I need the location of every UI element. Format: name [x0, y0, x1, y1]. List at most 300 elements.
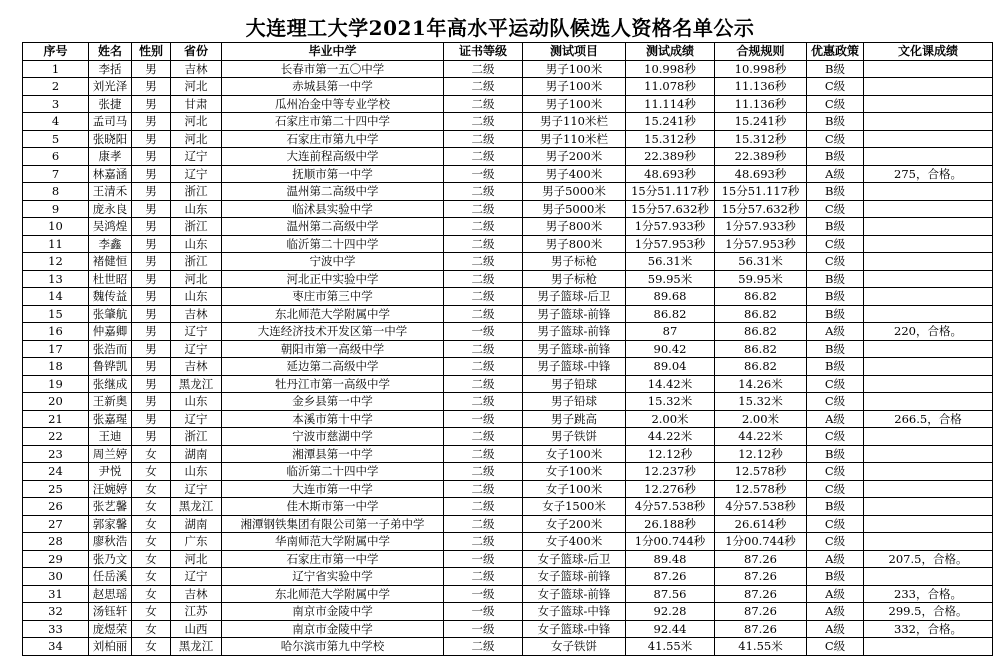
- cell-academic-score: [864, 200, 993, 218]
- cell-province: 山东: [171, 235, 222, 253]
- cell-school: 大连经济技术开发区第一中学: [222, 323, 444, 341]
- cell-certificate-level: 二级: [444, 515, 523, 533]
- cell-certificate-level: 二级: [444, 463, 523, 481]
- cell-school: 延边第二高级中学: [222, 358, 444, 376]
- cell-gender: 男: [132, 165, 171, 183]
- cell-index: 3: [23, 95, 89, 113]
- cell-index: 27: [23, 515, 89, 533]
- cell-province: 辽宁: [171, 148, 222, 166]
- cell-test-event: 男子标枪: [523, 270, 626, 288]
- cell-gender: 女: [132, 620, 171, 638]
- cell-index: 20: [23, 393, 89, 411]
- cell-name: 庞煜荣: [89, 620, 132, 638]
- cell-name: 汪婉婷: [89, 480, 132, 498]
- cell-school: 抚顺市第一中学: [222, 165, 444, 183]
- cell-gender: 女: [132, 568, 171, 586]
- cell-academic-score: [864, 568, 993, 586]
- cell-qualification-standard: 86.82: [715, 358, 807, 376]
- cell-index: 8: [23, 183, 89, 201]
- cell-name: 褚健恒: [89, 253, 132, 271]
- cell-qualification-standard: 59.95米: [715, 270, 807, 288]
- cell-test-result: 22.389秒: [626, 148, 715, 166]
- cell-preferential-policy: C级: [807, 253, 864, 271]
- cell-preferential-policy: C级: [807, 393, 864, 411]
- cell-gender: 女: [132, 498, 171, 516]
- cell-test-result: 87.26: [626, 568, 715, 586]
- cell-test-result: 87: [626, 323, 715, 341]
- cell-preferential-policy: A级: [807, 323, 864, 341]
- cell-name: 孟司马: [89, 113, 132, 131]
- cell-province: 辽宁: [171, 340, 222, 358]
- header-certificate-level: 证书等级: [444, 43, 523, 61]
- table-row: [23, 638, 993, 656]
- cell-province: 山东: [171, 200, 222, 218]
- cell-name: 张继成: [89, 375, 132, 393]
- cell-province: 山东: [171, 393, 222, 411]
- cell-academic-score: [864, 183, 993, 201]
- cell-test-event: 女子100米: [523, 445, 626, 463]
- cell-school: 临沭县实验中学: [222, 200, 444, 218]
- cell-preferential-policy: B级: [807, 445, 864, 463]
- cell-qualification-standard: 48.693秒: [715, 165, 807, 183]
- cell-preferential-policy: C级: [807, 200, 864, 218]
- cell-gender: 男: [132, 78, 171, 96]
- header-gender: 性别: [132, 43, 171, 61]
- cell-test-result: 2.00米: [626, 410, 715, 428]
- cell-gender: 男: [132, 60, 171, 78]
- cell-test-event: 男子800米: [523, 218, 626, 236]
- cell-certificate-level: 二级: [444, 305, 523, 323]
- cell-test-event: 女子400米: [523, 533, 626, 551]
- cell-test-result: 1分00.744秒: [626, 533, 715, 551]
- cell-index: 30: [23, 568, 89, 586]
- table-row: [23, 340, 993, 358]
- cell-school: 湘潭钢铁集团有限公司第一子弟中学: [222, 515, 444, 533]
- cell-school: 南京市金陵中学: [222, 620, 444, 638]
- cell-gender: 男: [132, 340, 171, 358]
- cell-certificate-level: 一级: [444, 550, 523, 568]
- cell-school: 金乡县第一中学: [222, 393, 444, 411]
- cell-academic-score: 299.5，合格。: [864, 603, 993, 621]
- cell-preferential-policy: B级: [807, 568, 864, 586]
- cell-school: 赤城县第一中学: [222, 78, 444, 96]
- cell-preferential-policy: C级: [807, 638, 864, 656]
- cell-academic-score: [864, 95, 993, 113]
- cell-test-event: 男子铁饼: [523, 428, 626, 446]
- table-row: [23, 200, 993, 218]
- cell-gender: 男: [132, 130, 171, 148]
- cell-index: 24: [23, 463, 89, 481]
- table-row: [23, 568, 993, 586]
- cell-test-result: 12.276秒: [626, 480, 715, 498]
- cell-preferential-policy: B级: [807, 270, 864, 288]
- header-test-result: 测试成绩: [626, 43, 715, 61]
- cell-test-result: 41.55米: [626, 638, 715, 656]
- cell-name: 张艺馨: [89, 498, 132, 516]
- cell-province: 吉林: [171, 585, 222, 603]
- cell-name: 鲁铧凯: [89, 358, 132, 376]
- cell-qualification-standard: 10.998秒: [715, 60, 807, 78]
- cell-test-event: 女子篮球-前锋: [523, 585, 626, 603]
- cell-school: 华南师范大学附属中学: [222, 533, 444, 551]
- table-row: [23, 410, 993, 428]
- cell-province: 黑龙江: [171, 638, 222, 656]
- cell-qualification-standard: 1分57.933秒: [715, 218, 807, 236]
- cell-test-event: 男子110米栏: [523, 113, 626, 131]
- cell-school: 湘潭县第一中学: [222, 445, 444, 463]
- cell-gender: 女: [132, 445, 171, 463]
- cell-name: 张肇航: [89, 305, 132, 323]
- cell-gender: 女: [132, 515, 171, 533]
- cell-test-result: 89.68: [626, 288, 715, 306]
- cell-school: 大连前程高级中学: [222, 148, 444, 166]
- table-row: [23, 323, 993, 341]
- table-row: [23, 533, 993, 551]
- cell-gender: 女: [132, 463, 171, 481]
- cell-preferential-policy: B级: [807, 60, 864, 78]
- cell-index: 6: [23, 148, 89, 166]
- cell-school: 温州第二高级中学: [222, 218, 444, 236]
- cell-test-event: 男子铅球: [523, 375, 626, 393]
- cell-name: 刘光泽: [89, 78, 132, 96]
- cell-school: 临沂第二十四中学: [222, 235, 444, 253]
- cell-qualification-standard: 87.26: [715, 550, 807, 568]
- cell-certificate-level: 二级: [444, 480, 523, 498]
- cell-test-result: 10.998秒: [626, 60, 715, 78]
- cell-name: 刘柏丽: [89, 638, 132, 656]
- cell-qualification-standard: 11.136秒: [715, 95, 807, 113]
- cell-academic-score: [864, 253, 993, 271]
- cell-school: 哈尔滨市第九中学校: [222, 638, 444, 656]
- cell-gender: 男: [132, 253, 171, 271]
- table-row: [23, 428, 993, 446]
- cell-certificate-level: 一级: [444, 165, 523, 183]
- cell-province: 吉林: [171, 358, 222, 376]
- cell-preferential-policy: B级: [807, 113, 864, 131]
- cell-name: 张乃文: [89, 550, 132, 568]
- cell-qualification-standard: 22.389秒: [715, 148, 807, 166]
- cell-school: 石家庄市第二十四中学: [222, 113, 444, 131]
- cell-academic-score: [864, 78, 993, 96]
- cell-certificate-level: 二级: [444, 235, 523, 253]
- header-test-event: 测试项目: [523, 43, 626, 61]
- header-province: 省份: [171, 43, 222, 61]
- cell-preferential-policy: C级: [807, 375, 864, 393]
- cell-qualification-standard: 12.12秒: [715, 445, 807, 463]
- cell-test-result: 92.28: [626, 603, 715, 621]
- cell-test-result: 15.32米: [626, 393, 715, 411]
- cell-gender: 女: [132, 533, 171, 551]
- cell-certificate-level: 二级: [444, 340, 523, 358]
- table-row: [23, 463, 993, 481]
- cell-name: 庞永良: [89, 200, 132, 218]
- header-qualification-standard: 合规规则: [715, 43, 807, 61]
- cell-gender: 女: [132, 638, 171, 656]
- cell-test-result: 86.82: [626, 305, 715, 323]
- table-row: [23, 270, 993, 288]
- cell-test-result: 15.241秒: [626, 113, 715, 131]
- cell-test-result: 15分51.117秒: [626, 183, 715, 201]
- cell-academic-score: [864, 638, 993, 656]
- cell-academic-score: [864, 305, 993, 323]
- cell-name: 李鑫: [89, 235, 132, 253]
- cell-academic-score: [864, 358, 993, 376]
- cell-test-result: 59.95米: [626, 270, 715, 288]
- cell-name: 尹悦: [89, 463, 132, 481]
- header-name: 姓名: [89, 43, 132, 61]
- cell-qualification-standard: 12.578秒: [715, 463, 807, 481]
- cell-academic-score: [864, 393, 993, 411]
- cell-school: 东北师范大学附属中学: [222, 305, 444, 323]
- cell-province: 黑龙江: [171, 375, 222, 393]
- cell-academic-score: [864, 340, 993, 358]
- cell-academic-score: [864, 463, 993, 481]
- cell-name: 杜世昭: [89, 270, 132, 288]
- cell-province: 浙江: [171, 183, 222, 201]
- cell-province: 河北: [171, 270, 222, 288]
- cell-academic-score: [864, 515, 993, 533]
- cell-certificate-level: 二级: [444, 113, 523, 131]
- cell-name: 魏传益: [89, 288, 132, 306]
- cell-certificate-level: 一级: [444, 323, 523, 341]
- cell-gender: 男: [132, 148, 171, 166]
- cell-qualification-standard: 87.26: [715, 585, 807, 603]
- cell-preferential-policy: C级: [807, 463, 864, 481]
- cell-test-event: 男子110米栏: [523, 130, 626, 148]
- table-body: [23, 60, 993, 655]
- cell-qualification-standard: 2.00米: [715, 410, 807, 428]
- cell-academic-score: [864, 148, 993, 166]
- cell-school: 石家庄市第一中学: [222, 550, 444, 568]
- cell-province: 黑龙江: [171, 498, 222, 516]
- cell-academic-score: 332，合格。: [864, 620, 993, 638]
- cell-academic-score: 207.5，合格。: [864, 550, 993, 568]
- cell-certificate-level: 二级: [444, 533, 523, 551]
- cell-qualification-standard: 15.32米: [715, 393, 807, 411]
- cell-test-result: 56.31米: [626, 253, 715, 271]
- cell-preferential-policy: B级: [807, 288, 864, 306]
- cell-gender: 男: [132, 270, 171, 288]
- cell-preferential-policy: C级: [807, 515, 864, 533]
- cell-qualification-standard: 87.26: [715, 568, 807, 586]
- table-row: [23, 148, 993, 166]
- cell-name: 仲嘉卿: [89, 323, 132, 341]
- cell-certificate-level: 二级: [444, 445, 523, 463]
- table-row: [23, 305, 993, 323]
- cell-academic-score: [864, 533, 993, 551]
- table-row: [23, 550, 993, 568]
- cell-index: 5: [23, 130, 89, 148]
- cell-preferential-policy: A级: [807, 410, 864, 428]
- cell-certificate-level: 二级: [444, 393, 523, 411]
- cell-certificate-level: 二级: [444, 218, 523, 236]
- cell-index: 21: [23, 410, 89, 428]
- cell-test-event: 男子5000米: [523, 200, 626, 218]
- table-row: [23, 95, 993, 113]
- cell-academic-score: [864, 480, 993, 498]
- cell-test-result: 44.22米: [626, 428, 715, 446]
- cell-test-event: 男子200米: [523, 148, 626, 166]
- cell-preferential-policy: C级: [807, 235, 864, 253]
- cell-name: 王新奥: [89, 393, 132, 411]
- cell-academic-score: [864, 218, 993, 236]
- cell-gender: 男: [132, 305, 171, 323]
- cell-name: 康孝: [89, 148, 132, 166]
- table-row: [23, 585, 993, 603]
- cell-test-result: 1分57.953秒: [626, 235, 715, 253]
- cell-academic-score: [864, 445, 993, 463]
- cell-province: 浙江: [171, 253, 222, 271]
- cell-school: 东北师范大学附属中学: [222, 585, 444, 603]
- table-row: [23, 620, 993, 638]
- candidate-table: [22, 42, 993, 656]
- cell-test-event: 女子篮球-后卫: [523, 550, 626, 568]
- cell-test-result: 15.312秒: [626, 130, 715, 148]
- cell-name: 李括: [89, 60, 132, 78]
- cell-school: 宁波市慈湖中学: [222, 428, 444, 446]
- cell-name: 汤钰轩: [89, 603, 132, 621]
- cell-academic-score: [864, 288, 993, 306]
- cell-province: 山东: [171, 463, 222, 481]
- cell-province: 浙江: [171, 428, 222, 446]
- cell-name: 王迪: [89, 428, 132, 446]
- cell-test-event: 男子800米: [523, 235, 626, 253]
- table-row: [23, 358, 993, 376]
- cell-qualification-standard: 15.241秒: [715, 113, 807, 131]
- cell-preferential-policy: B级: [807, 498, 864, 516]
- cell-qualification-standard: 15.312秒: [715, 130, 807, 148]
- cell-academic-score: 275，合格。: [864, 165, 993, 183]
- cell-gender: 男: [132, 358, 171, 376]
- cell-preferential-policy: A级: [807, 165, 864, 183]
- cell-test-result: 4分57.538秒: [626, 498, 715, 516]
- cell-qualification-standard: 15分57.632秒: [715, 200, 807, 218]
- cell-index: 31: [23, 585, 89, 603]
- cell-index: 22: [23, 428, 89, 446]
- cell-province: 湖南: [171, 445, 222, 463]
- cell-province: 吉林: [171, 60, 222, 78]
- cell-certificate-level: 二级: [444, 638, 523, 656]
- cell-test-event: 女子铁饼: [523, 638, 626, 656]
- cell-preferential-policy: B级: [807, 218, 864, 236]
- cell-school: 瓜州冶金中等专业学校: [222, 95, 444, 113]
- cell-test-event: 女子篮球-中锋: [523, 603, 626, 621]
- cell-academic-score: 220，合格。: [864, 323, 993, 341]
- cell-test-event: 男子跳高: [523, 410, 626, 428]
- table-row: [23, 235, 993, 253]
- cell-province: 辽宁: [171, 568, 222, 586]
- cell-index: 25: [23, 480, 89, 498]
- header-index: 序号: [23, 43, 89, 61]
- cell-qualification-standard: 4分57.538秒: [715, 498, 807, 516]
- cell-index: 12: [23, 253, 89, 271]
- table-row: [23, 113, 993, 131]
- cell-certificate-level: 一级: [444, 585, 523, 603]
- cell-province: 吉林: [171, 305, 222, 323]
- cell-qualification-standard: 86.82: [715, 340, 807, 358]
- cell-province: 湖南: [171, 515, 222, 533]
- cell-index: 10: [23, 218, 89, 236]
- cell-province: 辽宁: [171, 480, 222, 498]
- cell-gender: 男: [132, 288, 171, 306]
- cell-gender: 女: [132, 585, 171, 603]
- table-row: [23, 480, 993, 498]
- cell-school: 枣庄市第三中学: [222, 288, 444, 306]
- cell-test-event: 女子100米: [523, 463, 626, 481]
- cell-test-event: 男子篮球-后卫: [523, 288, 626, 306]
- cell-academic-score: [864, 60, 993, 78]
- cell-test-event: 男子100米: [523, 95, 626, 113]
- cell-index: 14: [23, 288, 89, 306]
- table-row: [23, 130, 993, 148]
- cell-province: 江苏: [171, 603, 222, 621]
- cell-certificate-level: 二级: [444, 95, 523, 113]
- cell-certificate-level: 二级: [444, 253, 523, 271]
- cell-certificate-level: 二级: [444, 568, 523, 586]
- cell-academic-score: [864, 235, 993, 253]
- cell-academic-score: 233，合格。: [864, 585, 993, 603]
- cell-gender: 女: [132, 550, 171, 568]
- table-header-row: [23, 43, 993, 61]
- cell-test-event: 女子100米: [523, 480, 626, 498]
- cell-test-result: 89.48: [626, 550, 715, 568]
- cell-preferential-policy: A级: [807, 550, 864, 568]
- cell-test-event: 女子1500米: [523, 498, 626, 516]
- cell-preferential-policy: C级: [807, 480, 864, 498]
- cell-test-result: 89.04: [626, 358, 715, 376]
- cell-index: 1: [23, 60, 89, 78]
- cell-province: 河北: [171, 550, 222, 568]
- cell-test-result: 11.114秒: [626, 95, 715, 113]
- cell-name: 赵思瑶: [89, 585, 132, 603]
- cell-province: 辽宁: [171, 323, 222, 341]
- cell-preferential-policy: C级: [807, 78, 864, 96]
- cell-gender: 男: [132, 410, 171, 428]
- cell-school: 佳木斯市第一中学: [222, 498, 444, 516]
- cell-test-event: 男子铅球: [523, 393, 626, 411]
- cell-school: 本溪市第十中学: [222, 410, 444, 428]
- cell-gender: 男: [132, 218, 171, 236]
- cell-qualification-standard: 87.26: [715, 603, 807, 621]
- cell-academic-score: [864, 375, 993, 393]
- cell-school: 大连市第一中学: [222, 480, 444, 498]
- cell-test-result: 90.42: [626, 340, 715, 358]
- table-row: [23, 515, 993, 533]
- cell-province: 河北: [171, 130, 222, 148]
- cell-test-event: 男子篮球-前锋: [523, 305, 626, 323]
- cell-index: 17: [23, 340, 89, 358]
- cell-test-event: 男子篮球-中锋: [523, 358, 626, 376]
- cell-gender: 男: [132, 393, 171, 411]
- cell-preferential-policy: C级: [807, 130, 864, 148]
- table-row: [23, 183, 993, 201]
- cell-index: 13: [23, 270, 89, 288]
- table-row: [23, 498, 993, 516]
- table-row: [23, 165, 993, 183]
- table-row: [23, 288, 993, 306]
- cell-qualification-standard: 87.26: [715, 620, 807, 638]
- cell-qualification-standard: 86.82: [715, 323, 807, 341]
- cell-qualification-standard: 15分51.117秒: [715, 183, 807, 201]
- cell-certificate-level: 一级: [444, 620, 523, 638]
- cell-preferential-policy: B级: [807, 340, 864, 358]
- cell-test-result: 12.12秒: [626, 445, 715, 463]
- cell-preferential-policy: C级: [807, 428, 864, 446]
- cell-test-event: 男子400米: [523, 165, 626, 183]
- cell-preferential-policy: A级: [807, 603, 864, 621]
- cell-province: 山西: [171, 620, 222, 638]
- cell-province: 浙江: [171, 218, 222, 236]
